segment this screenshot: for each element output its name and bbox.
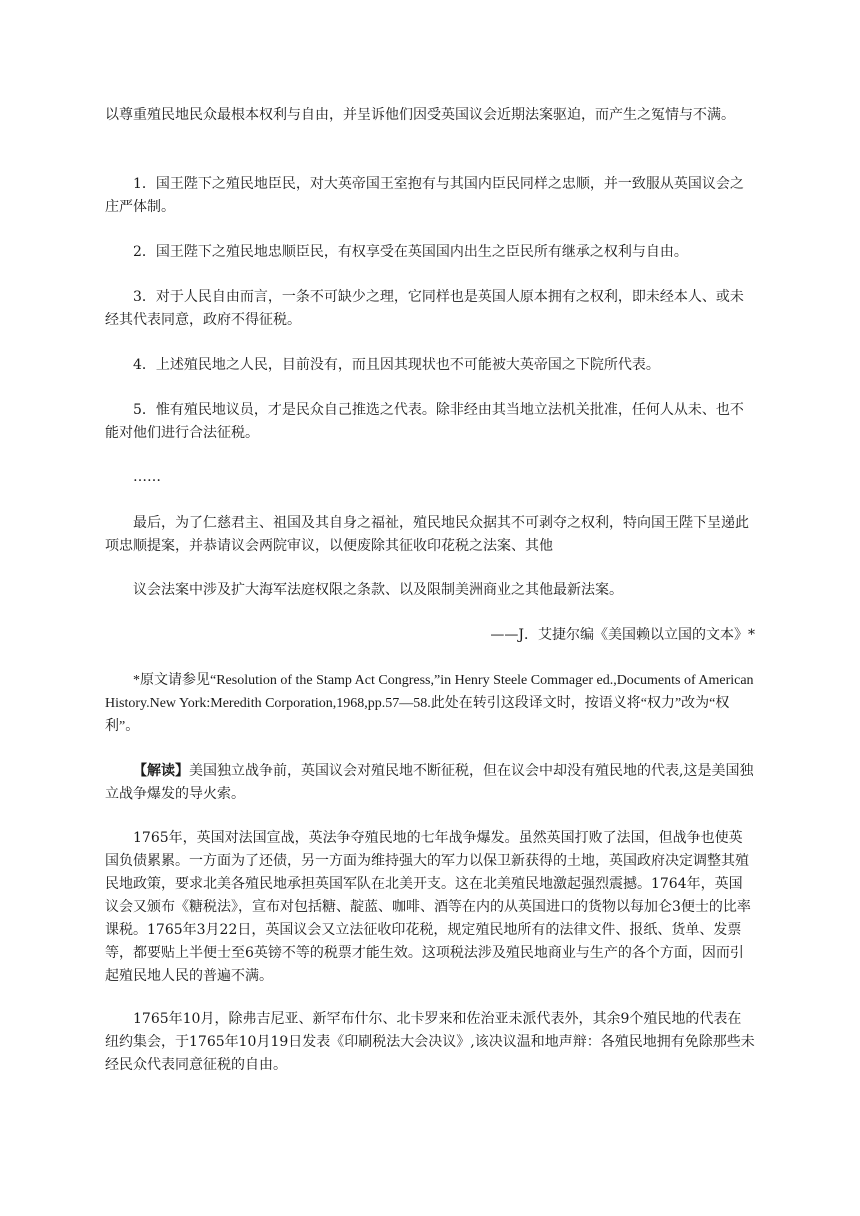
resolution-item-4: 4．上述殖民地之人民，目前没有，而且因其现状也不可能被大英帝国之下院所代表。 (133, 357, 660, 373)
paragraph-preamble: 以尊重殖民地民众最根本权利与自由，并呈诉他们因受英国议会近期法案驱迫，而产生之冤情与不满。 (105, 107, 735, 123)
interpretation-label: 【解读】 (133, 763, 189, 779)
closing-paragraph-continued: 议会法案中涉及扩大海军法庭权限之条款、以及限制美洲商业之其他最新法案。 (133, 582, 623, 598)
body-paragraph-1: 1765年，英国对法国宣战，英法争夺殖民地的七年战争爆发。虽然英国打败了法国，但战争也使英国负债累累。一方面为了还债，另一方面为维持强大的军力以保卫新获得的土地，英国政府决定调整其殖民地政策，要求北美各殖民地承担英国军队在北美开支。这在北美殖民地激起强烈震撼。1764年，英国议会又颁布《糖税法》，宣布对包括糖、靛蓝、咖啡、酒等在内的从英国进口的货物以每加仑3便士的比率课税。1765年3月22日，英国议会又立法征收印花税，规定殖民地所有的法律文件、报纸、货单、发票等，都要贴上半便士至6英镑不等的税票才能生效。这项税法涉及殖民地商业与生产的各个方面，因而引起殖民地人民的普遍不满。 (105, 830, 751, 984)
interpretation-paragraph (105, 760, 755, 806)
resolution-item-1: 1．国王陛下之殖民地臣民，对大英帝国王室抱有与其国内臣民同样之忠顺，并一致服从英国议会之庄严体制。 (105, 176, 744, 215)
interpretation-text: 美国独立战争前，英国议会对殖民地不断征税，但在议会中却没有殖民地的代表,这是美国独立战争爆发的导火索。 (105, 763, 754, 802)
source-citation: ——J．艾捷尔编《美国赖以立国的文本》* (490, 627, 755, 643)
ellipsis: …… (133, 469, 161, 485)
footnote: *原文请参见“Resolution of the Stamp Act Congress,”in Henry Steele Commager ed.,Documents of American History.New York:Meredith Corporation,1968,pp.57—58.此处在转引这段译文时，按语义将“权力”改为“权利”。 (105, 673, 754, 734)
resolution-item-3: 3．对于人民自由而言，一条不可缺少之理，它同样也是英国人原本拥有之权利，即未经本人、或未经其代表同意，政府不得征税。 (105, 289, 744, 328)
resolution-item-2: 2．国王陛下之殖民地忠顺臣民，有权享受在英国国内出生之臣民所有继承之权利与自由。 (133, 244, 688, 260)
body-paragraph-2: 1765年10月，除弗吉尼亚、新罕布什尔、北卡罗来和佐治亚未派代表外，其余9个殖民地的代表在纽约集会，于1765年10月19日发表《印刷税法大会决议》,该决议温和地声辩：各殖民地拥有免除那些未经民众代表同意征税的自由。 (105, 1011, 755, 1073)
resolution-item-5: 5．惟有殖民地议员，才是民众自己推选之代表。除非经由其当地立法机关批准，任何人从未、也不能对他们进行合法征税。 (105, 402, 744, 441)
closing-paragraph: 最后，为了仁慈君主、祖国及其自身之福祉，殖民地民众据其不可剥夺之权利，特向国王陛下呈递此项忠顺提案，并恭请议会两院审议，以便废除其征收印花税之法案、其他 (105, 515, 749, 554)
